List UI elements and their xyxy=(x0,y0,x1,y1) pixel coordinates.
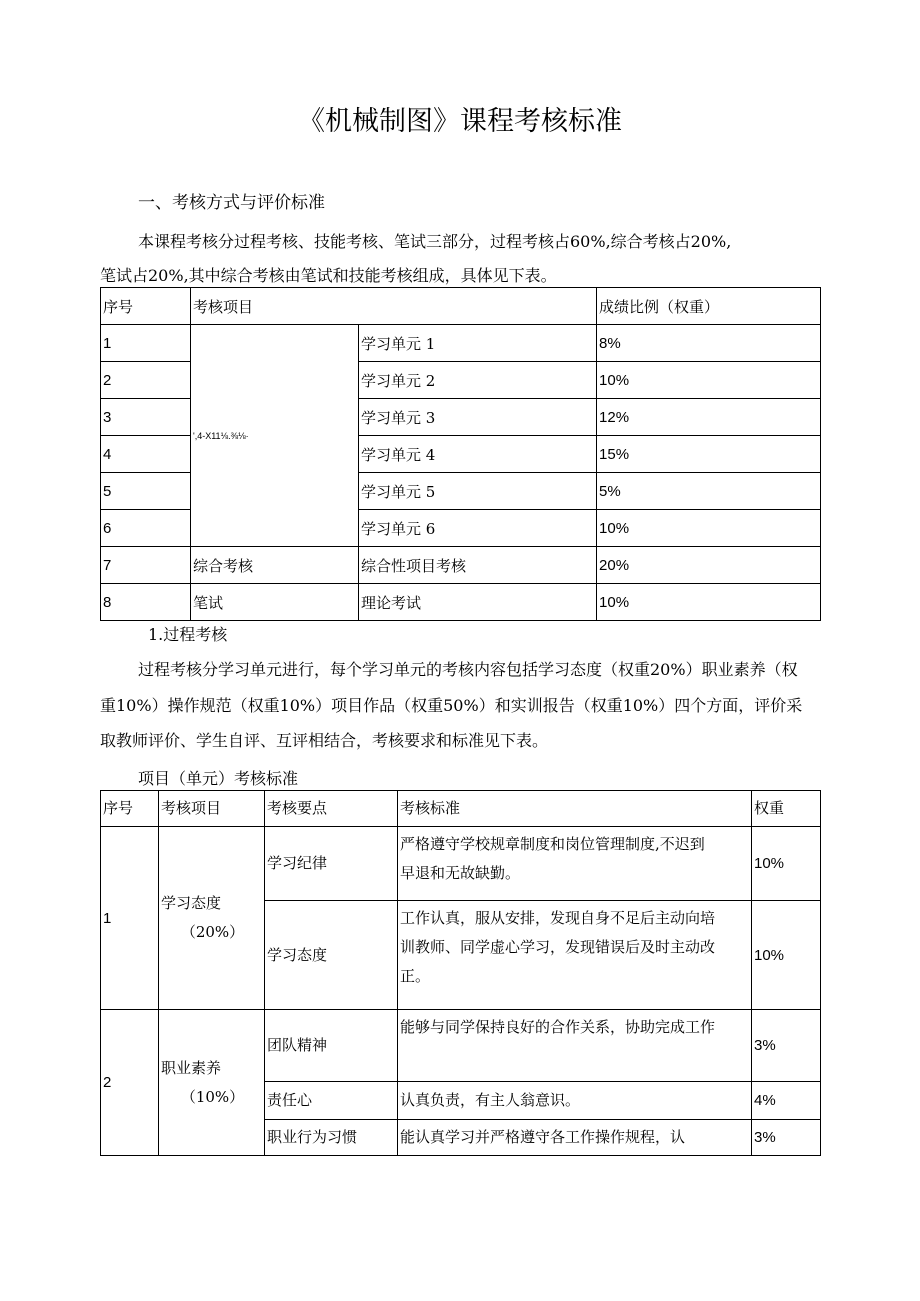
process-para-line-2: 重10%）操作规范（权重10%）项目作品（权重50%）和实训报告（权重10%）四个方面，评价采 xyxy=(100,696,803,715)
standard-line: 训教师、同学虚心学习，发现错误后及时主动改 xyxy=(400,938,716,956)
header-cell: 考核标准 xyxy=(398,791,752,827)
weight-cell: 12% xyxy=(597,399,821,436)
standard-line: 能认真学习并严格遵守各工作操作规程，认 xyxy=(400,1128,686,1146)
process-para-line-3: 取教师评价、学生自评、互评相结合，考核要求和标准见下表。 xyxy=(100,731,549,750)
item-cell: 学习单元 6 xyxy=(359,510,597,547)
weight-cell: 10% xyxy=(597,510,821,547)
row-number: 1 xyxy=(101,827,159,1010)
table-row xyxy=(101,827,821,901)
weight-cell: 3% xyxy=(752,1120,821,1156)
standard-line: 工作认真，服从安排，发现自身不足后主动向培 xyxy=(400,909,716,927)
table-row xyxy=(101,547,821,584)
row-number: 6 xyxy=(101,510,191,547)
weight-cell: 4% xyxy=(752,1082,821,1120)
weight-cell: 8% xyxy=(597,325,821,362)
header-cell: 考核要点 xyxy=(265,791,398,827)
header-cell: 权重 xyxy=(752,791,821,827)
weight-cell: 10% xyxy=(597,362,821,399)
standard-cell xyxy=(398,1010,752,1082)
item-cell: 理论考试 xyxy=(359,584,597,621)
item-cell: 学习单元 1 xyxy=(359,325,597,362)
item-cell xyxy=(159,1010,265,1156)
item-name: 职业素养 xyxy=(161,1058,222,1077)
process-para-line-1: 过程考核分学习单元进行，每个学习单元的考核内容包括学习态度（权重20%）职业素养（权 xyxy=(138,660,798,679)
table-row xyxy=(101,1010,821,1082)
table-header-row xyxy=(101,288,821,325)
item-cell: 综合性项目考核 xyxy=(359,547,597,584)
item-cell xyxy=(159,827,265,1010)
item-cell: 学习单元 5 xyxy=(359,473,597,510)
item-weight: （10%） xyxy=(180,1087,245,1106)
category-cell: 综合考核 xyxy=(191,547,359,584)
item-name: 学习态度 xyxy=(161,894,222,912)
weight-cell: 5% xyxy=(597,473,821,510)
standard-cell xyxy=(398,1120,752,1156)
row-number: 2 xyxy=(101,362,191,399)
item-weight: （20%） xyxy=(180,923,245,941)
item-cell: 学习单元 3 xyxy=(359,399,597,436)
criteria-table xyxy=(100,790,821,1156)
item-cell: 学习单元 4 xyxy=(359,436,597,473)
weight-cell: 10% xyxy=(597,584,821,621)
header-cell: 序号 xyxy=(101,288,191,325)
intro-line-1: 本课程考核分过程考核、技能考核、笔试三部分，过程考核占60%,综合考核占20%, xyxy=(138,232,732,251)
standard-line: 正。 xyxy=(400,967,431,985)
process-assessment-cell: ',4-X11⅛.⅜⅛· xyxy=(191,325,359,547)
table-caption: 项目（单元）考核标准 xyxy=(138,769,299,788)
header-cell: 序号 xyxy=(101,791,159,827)
weight-table xyxy=(100,287,821,621)
point-cell: 责任心 xyxy=(265,1082,398,1120)
weight-cell: 10% xyxy=(752,901,821,1010)
page-title: 《机械制图》课程考核标准 xyxy=(298,106,622,137)
standard-line: 能够与同学保持良好的合作关系，协助完成工作 xyxy=(400,1018,716,1036)
table-header-row xyxy=(101,791,821,827)
standard-cell xyxy=(398,827,752,901)
weight-cell: 10% xyxy=(752,827,821,901)
row-number: 1 xyxy=(101,325,191,362)
row-number: 7 xyxy=(101,547,191,584)
item-cell: 学习单元 2 xyxy=(359,362,597,399)
point-cell: 学习纪律 xyxy=(265,827,398,901)
header-cell: 考核项目 xyxy=(191,288,597,325)
point-cell: 学习态度 xyxy=(265,901,398,1010)
row-number: 4 xyxy=(101,436,191,473)
row-number: 5 xyxy=(101,473,191,510)
row-number: 3 xyxy=(101,399,191,436)
table-row xyxy=(101,325,821,362)
row-number: 8 xyxy=(101,584,191,621)
standard-line: 早退和无故缺勤。 xyxy=(400,864,521,882)
standard-line: 严格遵守学校规章制度和岗位管理制度,不迟到 xyxy=(400,835,705,853)
standard-line: 认真负责，有主人翁意识。 xyxy=(400,1091,581,1109)
intro-line-2: 笔试占20%,其中综合考核由笔试和技能考核组成，具体见下表。 xyxy=(100,266,557,285)
section-heading: 一、考核方式与评价标准 xyxy=(138,193,325,213)
header-cell: 成绩比例（权重） xyxy=(597,288,821,325)
category-cell: 笔试 xyxy=(191,584,359,621)
weight-cell: 15% xyxy=(597,436,821,473)
point-cell: 团队精神 xyxy=(265,1010,398,1082)
point-cell: 职业行为习惯 xyxy=(265,1120,398,1156)
weight-cell: 3% xyxy=(752,1010,821,1082)
header-cell: 考核项目 xyxy=(159,791,265,827)
weight-cell: 20% xyxy=(597,547,821,584)
subsection-heading: 1.过程考核 xyxy=(148,625,228,644)
standard-cell xyxy=(398,1082,752,1120)
table-row xyxy=(101,584,821,621)
standard-cell xyxy=(398,901,752,1010)
row-number: 2 xyxy=(101,1010,159,1156)
